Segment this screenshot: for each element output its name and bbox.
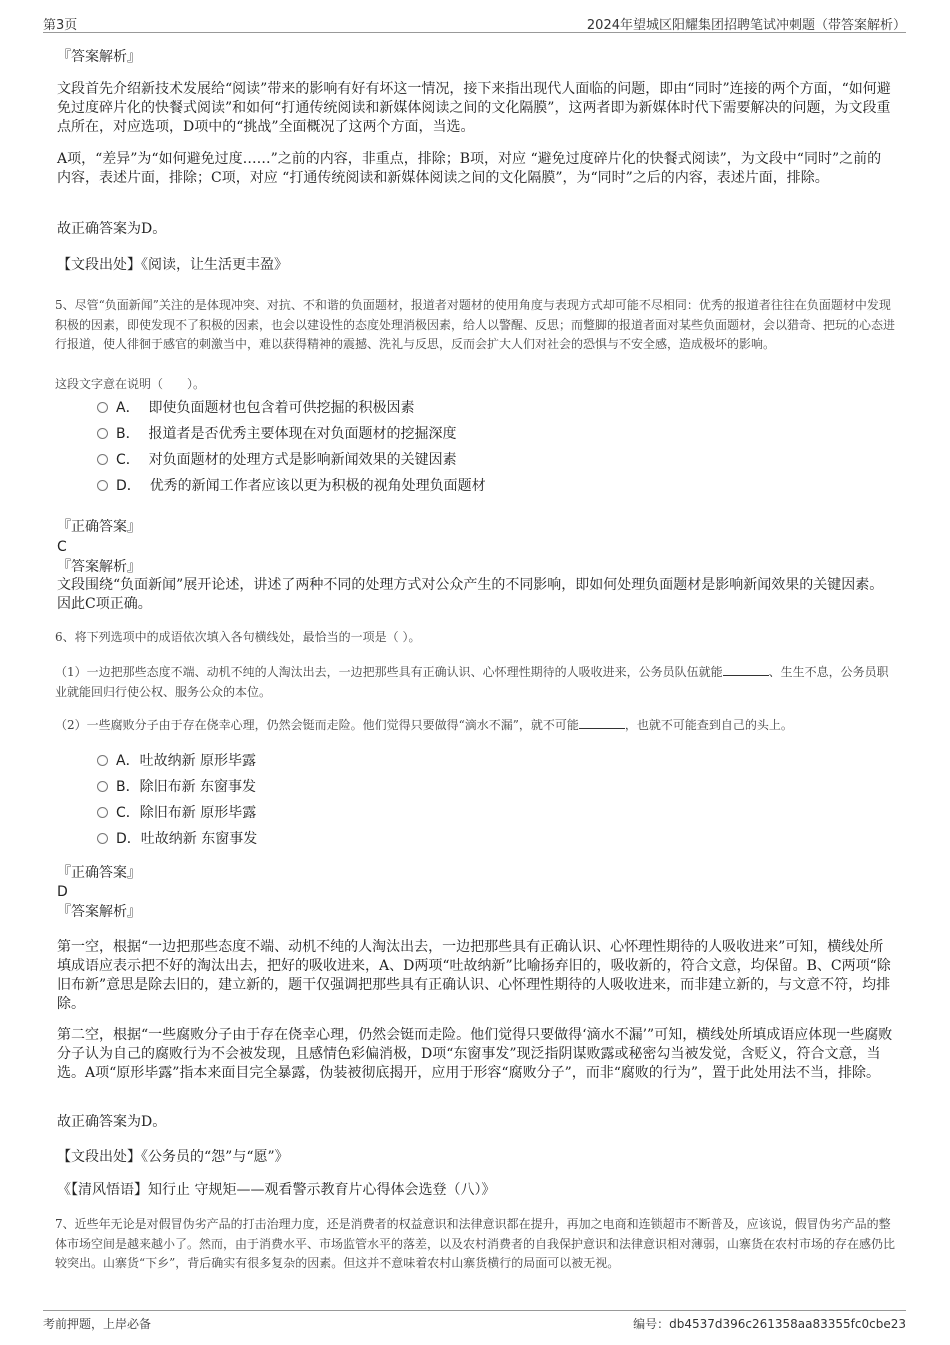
radio-icon[interactable]: [97, 755, 108, 766]
related-article-link[interactable]: 《【清风悟语】知行止 守规矩——观看警示教育片心得体会选登（八）》: [57, 1182, 496, 1198]
q5-stem: 5、尽管“负面新闻”关注的是体现冲突、对抗、不和谐的负面题材，报道者对题材的使用角度与表现方式却可能不尽相同：优秀的报道者往往在负面题材中发现积极的因素，即使发现不了积极的因素，也会以建设性的态度处理消极因素，给人以警醒、反思；而蹩脚的报道者面对某些负面题材，会以猎奇、把玩的心态进行报道，使人徘徊于感官的刺激当中，难以获得精神的震撼、洗礼与反思，反而会扩大人们对社会的恐惧与不安全感，造成极坏的影响。: [55, 298, 896, 351]
radio-icon[interactable]: [97, 428, 108, 439]
q4-conclusion: 故正确答案为D。: [57, 221, 167, 237]
q6-stem: 6、将下列选项中的成语依次填入各句横线处，最恰当的一项是（ ）。: [55, 630, 421, 644]
code-label: 编号：: [633, 1317, 670, 1331]
q4-analysis-para1: 文段首先介绍新技术发展给“阅读”带来的影响有好有坏这一情况，接下来指出现代人面临的问题，即由“同时”连接的两个方面，“如何避免过度碎片化的快餐式阅读”和如何“打通传统阅读和新媒体阅读之间的文化隔膜”，这两者即为新媒体时代下需要解决的问题，为文段重点所在，对应选项，D项中的“挑战”全面概况了这两个方面，当选。: [57, 81, 891, 135]
q5-question: 这段文字意在说明（ ）。: [55, 377, 206, 391]
page-header: [43, 10, 906, 33]
q6-source: 【文段出处】《公务员的“怨”与“愿”》: [57, 1149, 289, 1165]
q6-answer: D: [57, 884, 68, 900]
option-letter: D．: [116, 831, 141, 847]
option-text: 对负面题材的处理方式是影响新闻效果的关键因素: [148, 452, 457, 468]
option-text: 即使负面题材也包含着可供挖掘的积极因素: [148, 400, 415, 416]
q7-stem: 7、近些年无论是对假冒伪劣产品的打击治理力度，还是消费者的权益意识和法律意识都在提升，再加之电商和连锁超市不断普及，应该说，假冒伪劣产品的整体市场空间是越来越小了。然而，由于消费水平、市场监管水平的落差，以及农村消费者的自我保护意识和法律意识相对薄弱，山寨货在农村市场的存在感仍比较突出。山寨货“下乡”，背后确实有很多复杂的因素。但这并不意味着农村山寨货横行的局面可以被无视。: [55, 1217, 896, 1270]
option-text: 除旧布新 原形毕露: [139, 805, 257, 821]
fill-blank: [579, 716, 625, 729]
radio-icon[interactable]: [97, 454, 108, 465]
q6-analysis-label: 『答案解析』: [57, 904, 141, 920]
option-letter: B．: [116, 426, 140, 442]
option-text: 除旧布新 东窗事发: [139, 779, 257, 795]
option-letter: C．: [116, 805, 140, 821]
q6-answer-label: 『正确答案』: [57, 865, 141, 881]
q5-analysis-label: 『答案解析』: [57, 559, 141, 575]
option-text: 吐故纳新 原形毕露: [139, 753, 257, 769]
q5-answer-label: 『正确答案』: [57, 519, 141, 535]
sentence-text: ，也就不可能查到自己的头上。: [624, 718, 793, 732]
page-number: 第3页: [43, 18, 78, 33]
q5-option-d[interactable]: [97, 477, 486, 495]
option-letter: A．: [116, 753, 140, 769]
radio-icon[interactable]: [97, 480, 108, 491]
radio-icon[interactable]: [97, 833, 108, 844]
q5-analysis: 文段围绕“负面新闻”展开论述，讲述了两种不同的处理方式对公众产生的不同影响，即如何处理负面题材是影响新闻效果的关键因素。因此C项正确。: [57, 577, 884, 612]
radio-icon[interactable]: [97, 807, 108, 818]
q4-analysis-para2: A项，“差异”为“如何避免过度……”之前的内容，非重点，排除；B项，对应 “避免过度碎片化的快餐式阅读”，为文段中“同时”之前的内容，表述片面，排除；C项，对应 “打通传统阅读和新媒体阅读之间的文化隔膜”，为“同时”之后的内容，表述片面，排除。: [57, 151, 882, 186]
radio-icon[interactable]: [97, 402, 108, 413]
sentence-text: 、生生不息，公务员职业就能回归行使公权、服务公众的本位。: [55, 665, 889, 699]
q4-analysis-label: 『答案解析』: [57, 49, 141, 65]
sentence-text: （2）一些腐败分子由于存在侥幸心理，仍然会铤而走险。他们觉得只要做得“滴水不漏”，就不可能: [55, 718, 579, 732]
option-text: 吐故纳新 东窗事发: [140, 831, 258, 847]
fill-blank: [723, 663, 769, 676]
q6-sentence-1: [55, 663, 897, 702]
option-text: 报道者是否优秀主要体现在对负面题材的挖掘深度: [148, 426, 457, 442]
page-footer: [43, 1310, 906, 1333]
q5-answer: C: [57, 539, 67, 555]
q6-analysis-para1: 第一空，根据“一边把那些态度不端、动机不纯的人淘汰出去，一边把那些具有正确认识、心怀理性期待的人吸收进来”可知，横线处所填成语应表示把不好的淘汰出去，把好的吸收进来，A、D两项“吐故纳新”比喻扬弃旧的，吸收新的，符合文意，均保留。B、C两项“除旧布新”意思是除去旧的，建立新的，题干仅强调把那些具有正确认识、心怀理性期待的人吸收进来，而非建立新的，与文意不符，均排除。: [57, 939, 891, 1012]
document-code: [633, 1315, 906, 1332]
q4-source: 【文段出处】《阅读，让生活更丰盈》: [57, 257, 288, 273]
option-text: 优秀的新闻工作者应该以更为积极的视角处理负面题材: [149, 478, 486, 494]
q6-conclusion: 故正确答案为D。: [57, 1114, 167, 1130]
q6-option-d[interactable]: [97, 830, 257, 848]
option-letter: D．: [116, 478, 141, 494]
q6-option-c[interactable]: [97, 804, 256, 822]
option-letter: A．: [116, 400, 140, 416]
radio-icon[interactable]: [97, 781, 108, 792]
q5-option-c[interactable]: [97, 451, 457, 469]
option-letter: B．: [116, 779, 140, 795]
q6-option-b[interactable]: [97, 778, 256, 796]
q5-option-a[interactable]: [97, 399, 414, 417]
q6-analysis-para2: 第二空，根据“一些腐败分子由于存在侥幸心理，仍然会铤而走险。他们觉得只要做得‘滴水不漏’”可知，横线处所填成语应体现一些腐败分子认为自己的腐败行为不会被发现，且感情色彩偏消极，D项“东窗事发”现泛指阴谋败露或秘密勾当被发觉，含贬义，符合文意，当选。A项“原形毕露”指本来面目完全暴露，伪装被彻底揭开，应用于形容“腐败分子”，而非“腐败的行为”，置于此处用法不当，排除。: [57, 1027, 893, 1081]
document-title: 2024年望城区阳耀集团招聘笔试冲刺题（带答案解析）: [586, 18, 906, 33]
q6-option-a[interactable]: [97, 752, 256, 770]
footer-slogan: 考前押题，上岸必备: [43, 1317, 152, 1331]
q5-option-b[interactable]: [97, 425, 457, 443]
code-value: db4537d396c261358aa83355fc0cbe23: [669, 1317, 906, 1331]
sentence-text: （1）一边把那些态度不端、动机不纯的人淘汰出去，一边把那些具有正确认识、心怀理性期待的人吸收进来，公务员队伍就能: [55, 665, 723, 679]
option-letter: C．: [116, 452, 140, 468]
q6-sentence-2: [55, 716, 897, 736]
